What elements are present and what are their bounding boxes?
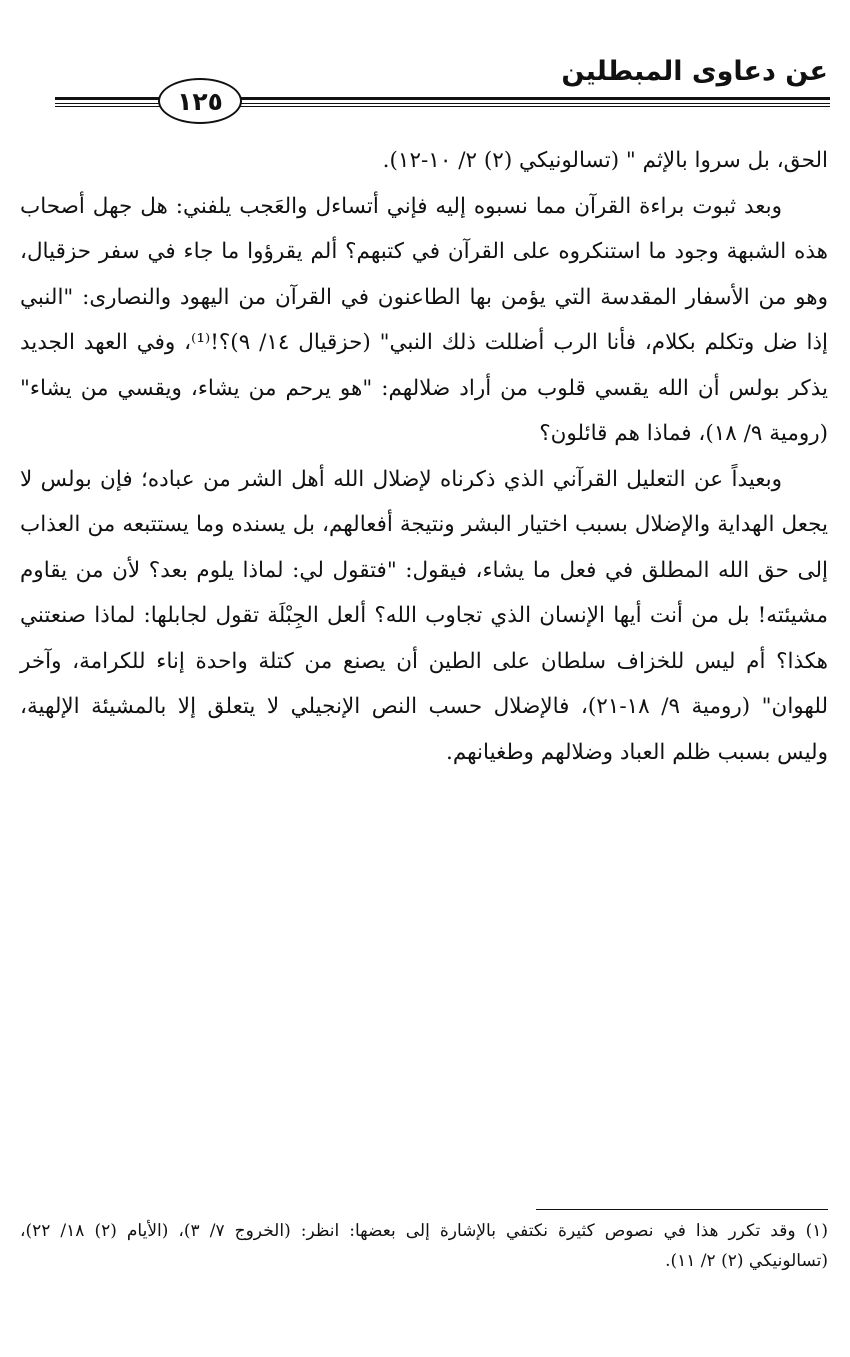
paragraph: وبعد ثبوت براءة القرآن مما نسبوه إليه فإني أتساءل والعَجب يلفني: هل جهل أصحاب هذه الشبهة وجود ما استنكروه على القرآن في كتبهم؟ ألم يقرؤوا ما جاء في سفر حزقيال، وهو من الأسفار المقدسة التي يؤمن بها الطاعنون في القرآن من اليهود والنصارى: "النبي إذا ضل وتكلم بكلام، فأنا الرب أضللت ذلك النبي" (حزقيال ١٤/ ٩)؟!⁽¹⁾، وفي العهد الجديد يذكر بولس أن الله يقسي قلوب من أراد ضلالهم: "هو يرحم من يشاء، ويقسي من يشاء" (رومية ٩/ ١٨)، فماذا هم قائلون؟ xyxy=(20,193,829,446)
footnote-separator xyxy=(536,1209,828,1210)
paragraph: الحق، بل سروا بالإثم " (تسالونيكي (٢) ٢/ ١٠-١٢). xyxy=(382,148,828,173)
footnote xyxy=(20,1216,828,1276)
running-header-title: عن دعاوى المبطلين xyxy=(561,56,828,87)
main-text xyxy=(20,138,828,775)
page-number-badge: ١٢٥ xyxy=(158,78,242,124)
footnote-text: (١) وقد تكرر هذا في نصوص كثيرة نكتفي بالإشارة إلى بعضها: انظر: (الخروج ٧/ ٣)، (الأيام (٢) ١٨/ ٢٢)، (تسالونيكي (٢) ٢/ ١١). xyxy=(20,1221,828,1271)
paragraph: وبعيداً عن التعليل القرآني الذي ذكرناه لإضلال الله أهل الشر من عباده؛ فإن بولس لا يجعل الهداية والإضلال بسبب اختيار البشر ونتيجة أفعالهم، بل يسنده وما يستتبعه من العذاب إلى حق الله المطلق في فعل ما يشاء، فيقول: "فتقول لي: لماذا يلوم بعد؟ لأن من يقاوم مشيئته! بل من أنت أيها الإنسان الذي تجاوب الله؟ ألعل الجِبْلَة تقول لجابلها: لماذا صنعتني هكذا؟ أم ليس للخزاف سلطان على الطين أن يصنع من كتلة واحدة إناء للكرامة، وآخر للهوان" (رومية ٩/ ١٨-٢١)، فالإضلال حسب النص الإنجيلي لا يتعلق إلا بالمشيئة الإلهية، وليس بسبب ظلم العباد وضلالهم وطغيانهم. xyxy=(20,466,828,765)
